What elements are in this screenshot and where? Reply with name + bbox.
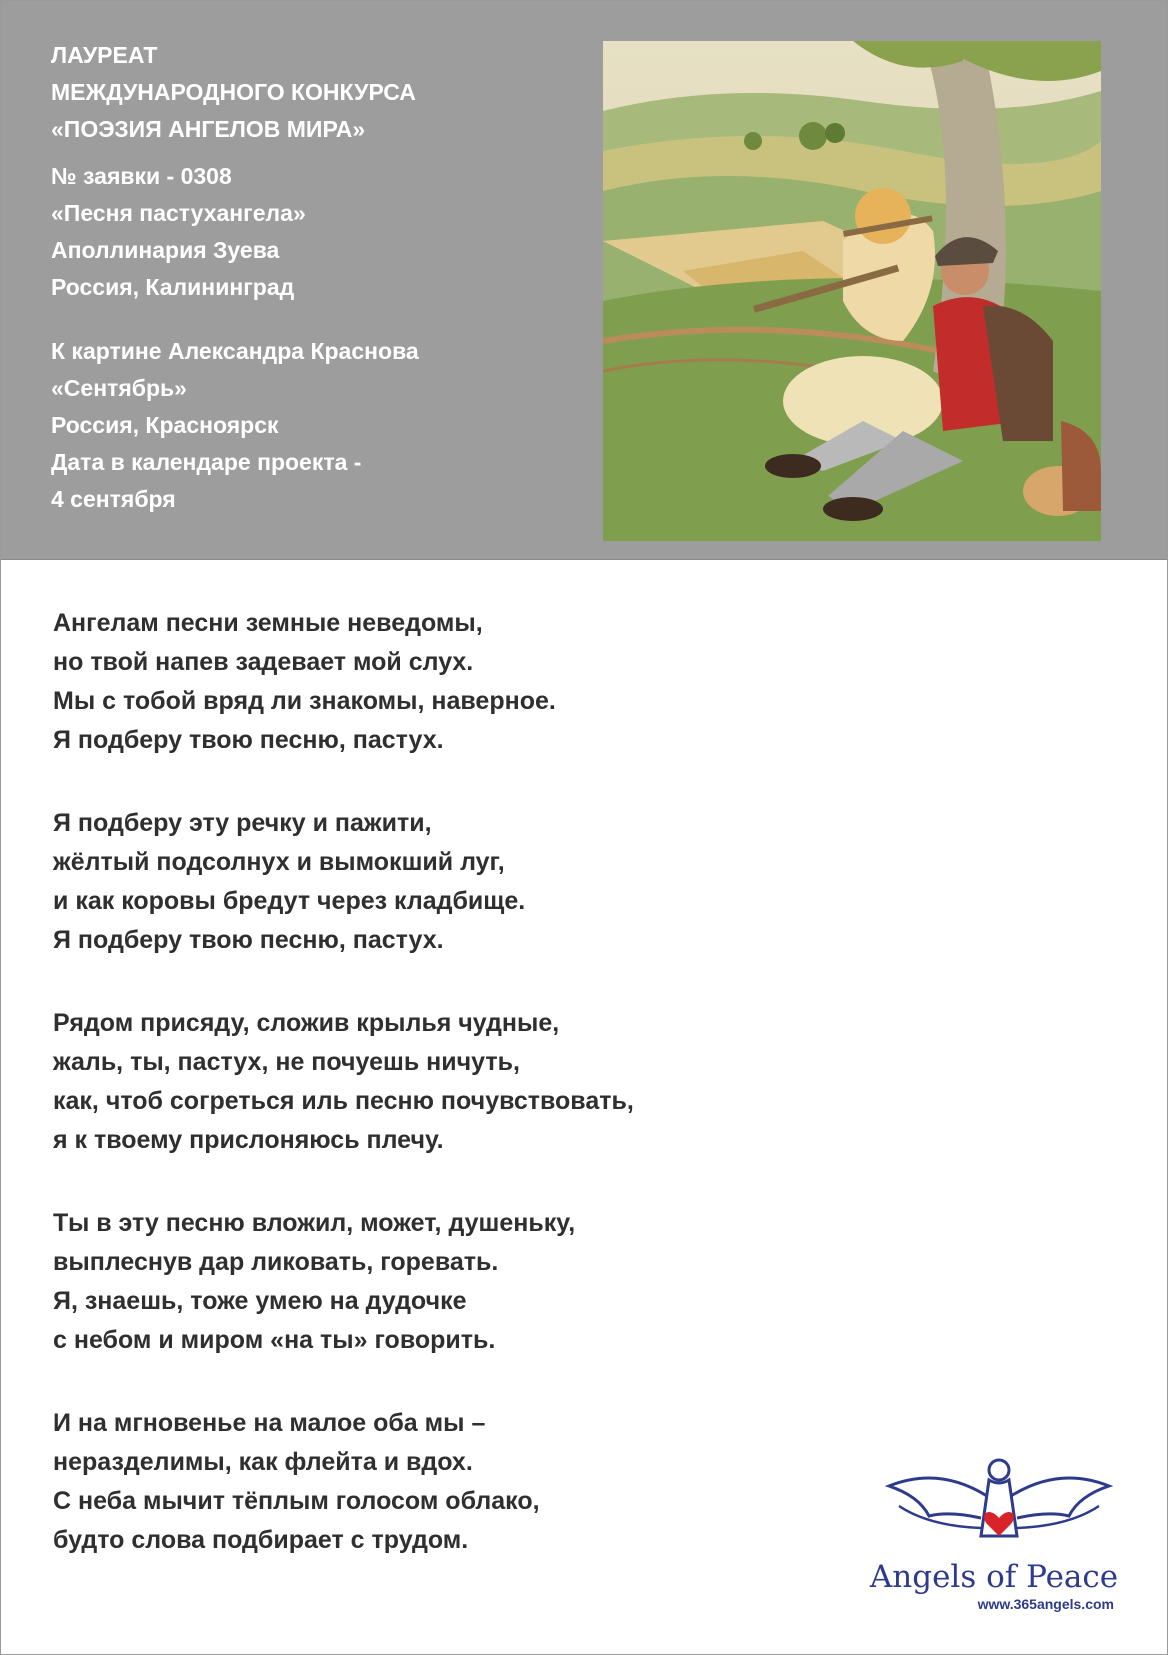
poem-line: Я, знаешь, тоже умею на дудочке <box>53 1287 467 1315</box>
entry-number: № заявки - 0308 <box>51 163 232 189</box>
poem-line: И на мгновенье на малое оба мы – <box>53 1409 486 1437</box>
poem-line: Рядом присяду, сложив крылья чудные, <box>53 1009 560 1037</box>
angel-heart-icon <box>869 1456 1119 1566</box>
poem-stanza <box>53 1404 813 1560</box>
logo-name: Angels of Peace <box>869 1559 1119 1595</box>
poem-stanza <box>53 1004 813 1160</box>
painting-credit: К картине Александра Краснова <box>51 338 419 364</box>
laureate-line: МЕЖДУНАРОДНОГО КОНКУРСА <box>51 79 416 105</box>
poem-title: «Песня пастухангела» <box>51 200 306 226</box>
poem-body <box>53 604 813 1604</box>
poem-line: Я подберу твою песню, пастух. <box>53 726 444 754</box>
poem-line: Ангелам песни земные неведомы, <box>53 609 483 637</box>
painter-location: Россия, Красноярск <box>51 412 279 438</box>
poem-line: и как коровы бредут через кладбище. <box>53 887 526 915</box>
header-band <box>1 1 1167 560</box>
laureate-line: ЛАУРЕАТ <box>51 42 158 68</box>
poem-line: неразделимы, как флейта и вдох. <box>53 1448 473 1476</box>
author-name: Аполлинария Зуева <box>51 237 280 263</box>
author-location: Россия, Калининград <box>51 274 295 300</box>
poem-line: я к твоему прислоняюсь плечу. <box>53 1126 444 1154</box>
poem-stanza <box>53 804 813 960</box>
logo-url: www.365angels.com <box>977 1596 1114 1612</box>
poem-line: будто слова подбирает с трудом. <box>53 1526 469 1554</box>
angels-of-peace-logo <box>869 1456 1119 1616</box>
poem-line: Я подберу твою песню, пастух. <box>53 926 444 954</box>
painting-illustration <box>603 41 1101 541</box>
painting-title: «Сентябрь» <box>51 375 187 401</box>
laureate-line: «ПОЭЗИЯ АНГЕЛОВ МИРА» <box>51 116 366 142</box>
calendar-date: 4 сентября <box>51 486 176 512</box>
header-text <box>51 37 591 518</box>
poem-line: но твой напев задевает мой слух. <box>53 648 474 676</box>
poem-line: как, чтоб согреться иль песню почувствовать, <box>53 1087 634 1115</box>
poem-line: Мы с тобой вряд ли знакомы, наверное. <box>53 687 556 715</box>
poem-line: жаль, ты, пастух, не почуешь ничуть, <box>53 1048 520 1076</box>
poem-line: С неба мычит тёплым голосом облако, <box>53 1487 540 1515</box>
painting-image <box>603 41 1101 541</box>
poem-line: Я подберу эту речку и пажити, <box>53 809 432 837</box>
poem-line: жёлтый подсолнух и вымокший луг, <box>53 848 505 876</box>
calendar-date-label: Дата в календаре проекта - <box>51 449 362 475</box>
poem-stanza <box>53 604 813 760</box>
poem-stanza <box>53 1204 813 1360</box>
poem-line: с небом и миром «на ты» говорить. <box>53 1326 496 1354</box>
poem-line: Ты в эту песню вложил, может, душеньку, <box>53 1209 576 1237</box>
poem-line: выплеснув дар ликовать, горевать. <box>53 1248 499 1276</box>
